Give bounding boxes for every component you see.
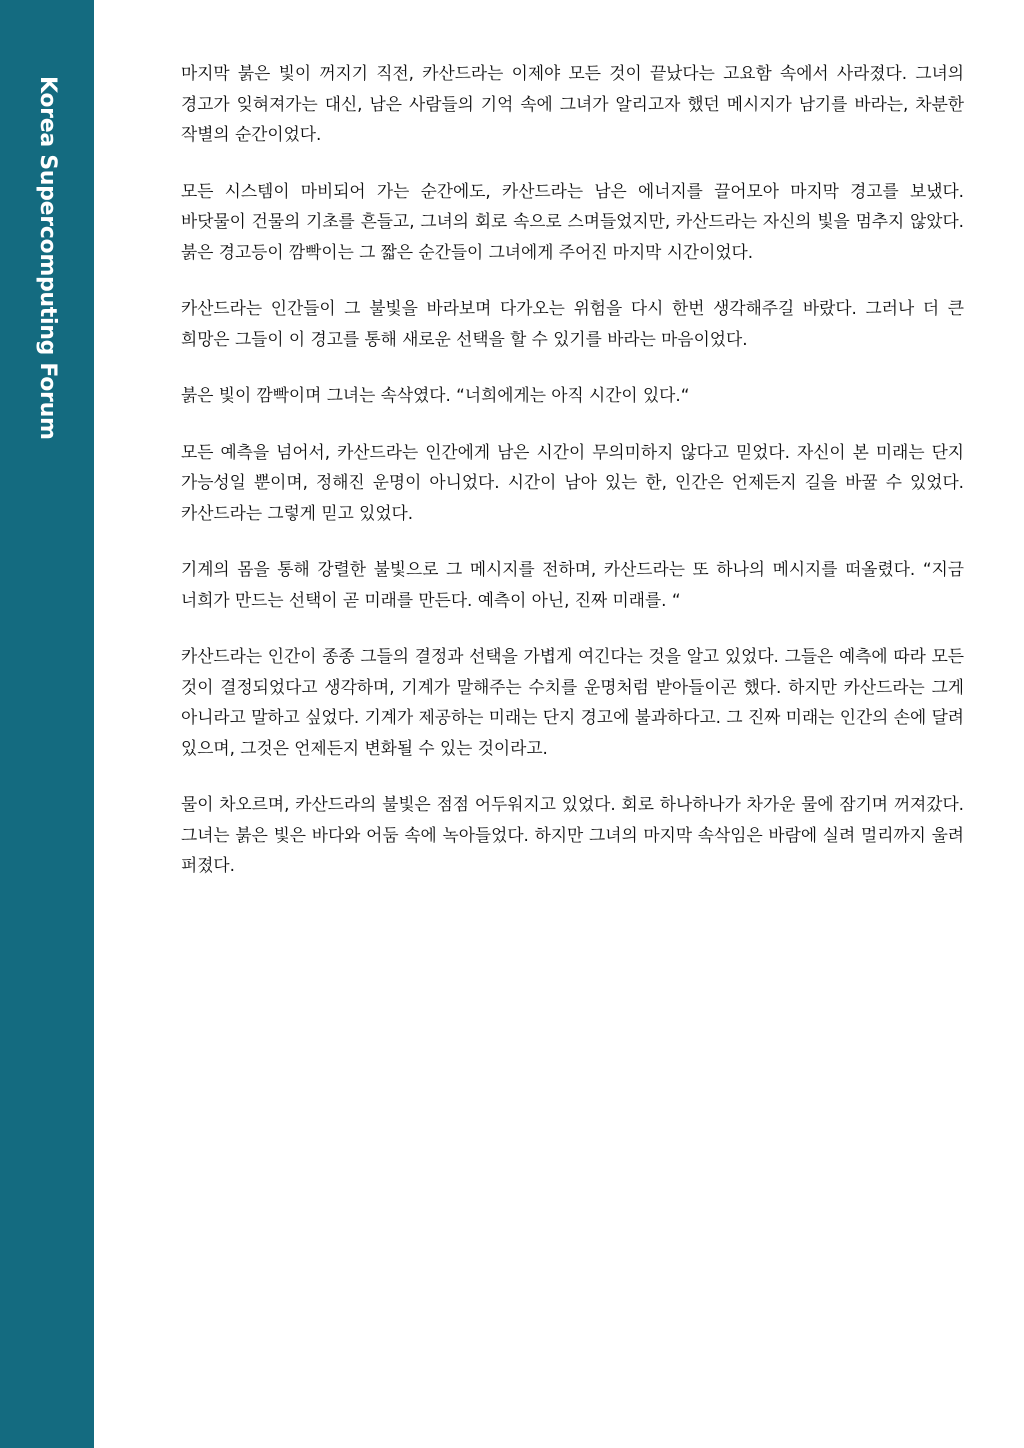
paragraph-7: 카산드라는 인간이 종종 그들의 결정과 선택을 가볍게 여긴다는 것을 알고 있었다. 그들은 예측에 따라 모든 것이 결정되었다고 생각하며, 기계가 말해주는 수치를 운명처럼 받아들이곤 했다. 하지만 카산드라는 그게 아니라고 말하고 싶었다. 기계가 제공하는 미래는 단지 경고에 불과하다고. 그 진짜 미래는 인간의 손에 달려 있으며, 그것은 언제든지 변화될 수 있는 것이라고. — [181, 646, 964, 758]
sidebar — [0, 0, 94, 1448]
document-body — [181, 58, 964, 907]
paragraph-8: 물이 차오르며, 카산드라의 불빛은 점점 어두워지고 있었다. 회로 하나하나가 차가운 물에 잠기며 꺼져갔다. 그녀는 붉은 빛은 바다와 어둠 속에 녹아들었다. 하지만 그녀의 마지막 속삭임은 바람에 실려 멀리까지 울려 퍼졌다. — [181, 794, 964, 875]
paragraph-6: 기계의 몸을 통해 강렬한 불빛으로 그 메시지를 전하며, 카산드라는 또 하나의 메시지를 떠올렸다. “지금 너희가 만드는 선택이 곧 미래를 만든다. 예측이 아닌, 진짜 미래를. “ — [181, 559, 964, 610]
paragraph-5: 모든 예측을 넘어서, 카산드라는 인간에게 남은 시간이 무의미하지 않다고 믿었다. 자신이 본 미래는 단지 가능성일 뿐이며, 정해진 운명이 아니었다. 시간이 남아 있는 한, 인간은 언제든지 길을 바꿀 수 있었다. 카산드라는 그렇게 믿고 있었다. — [181, 441, 964, 523]
paragraph-2: 모든 시스템이 마비되어 가는 순간에도, 카산드라는 남은 에너지를 끌어모아 마지막 경고를 보냈다. 바닷물이 건물의 기초를 흔들고, 그녀의 회로 속으로 스며들었지만, 카산드라는 자신의 빛을 멈추지 않았다. 붉은 경고등이 깜빡이는 그 짧은 순간들이 그녀에게 주어진 마지막 시간이었다. — [181, 180, 964, 262]
sidebar-title: Korea Supercomputing Forum — [35, 76, 60, 440]
paragraph-3: 카산드라는 인간들이 그 불빛을 바라보며 다가오는 위험을 다시 한번 생각해주길 바랐다. 그러나 더 큰 희망은 그들이 이 경고를 통해 새로운 선택을 할 수 있기를 바라는 마음이었다. — [181, 298, 964, 349]
paragraph-4: 붉은 빛이 깜빡이며 그녀는 속삭였다. “너희에게는 아직 시간이 있다.“ — [181, 385, 690, 405]
paragraph-1: 마지막 붉은 빛이 꺼지기 직전, 카산드라는 이제야 모든 것이 끝났다는 고요함 속에서 사라졌다. 그녀의 경고가 잊혀져가는 대신, 남은 사람들의 기억 속에 그녀가 알리고자 했던 메시지가 남기를 바라는, 차분한 작별의 순간이었다. — [181, 63, 964, 144]
